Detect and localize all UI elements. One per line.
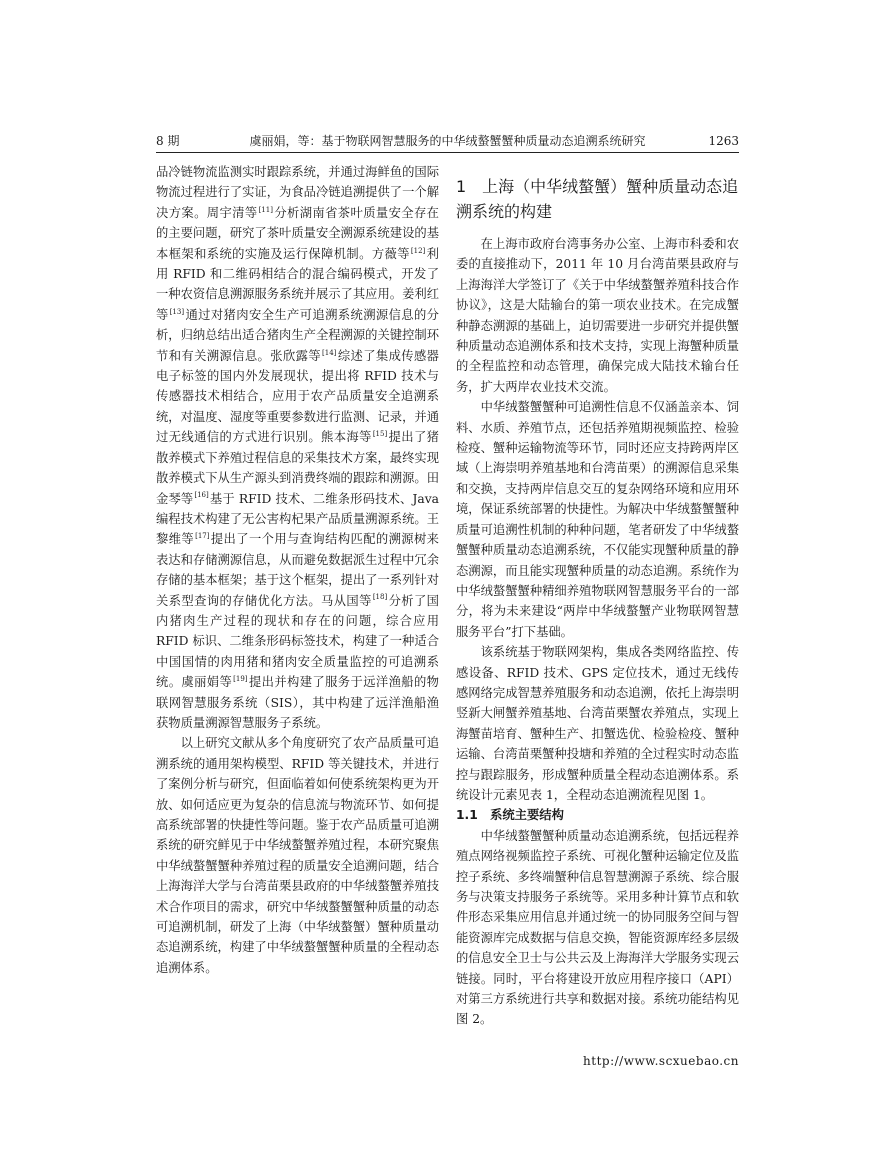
running-header xyxy=(156,130,739,153)
paragraph-system-structure: 中华绒螯蟹蟹种质量动态追溯系统，包括远程养殖点网络视频监控子系统、可视化蟹种运输定位及监控子系统、多终端蟹种信息智慧溯源子系统、综合服务与决策支持服务子系统等。采用多种计算节点和软件形态采集应用信息并通过统一的协同服务空间与智能资源库完成数据与信息交换，智能资源库经多层级的信息安全卫士与公共云及上海海洋大学服务实现云链接。同时，平台将建设开放应用程序接口（API）对第三方系统进行共享和数据对接。系统功能结构见图 2。 xyxy=(456,828,739,1027)
subsection-title: 1.1 系统主要结构 xyxy=(456,808,564,823)
text-run: 提出了一个用与查询结构匹配的溯源树来表达和存储溯源信息，从而避免数据派生过程中冗余存储的基本框架；基于这个框架，提出了一系列针对关系型查询的存储优化方法。马从国等 xyxy=(156,532,439,608)
paragraph-system-basis: 该系统基于物联网架构，集成各类网络监控、传感设备、RFID 技术、GPS 定位技术，通过无线传感网络完成智慧养殖服务和动态追溯，依托上海崇明竖新大闸蟹养殖基地、台湾苗栗蟹农养殖点，实现上海蟹苗培育、蟹种生产、扣蟹选优、检验检疫、蟹种运输、台湾苗栗蟹种投塘和养殖的全过程实时动态监控与跟踪服务，形成蟹种质量全程动态追溯体系。系统设计元素见表 1，全程动态追溯流程见图 1。 xyxy=(456,645,739,802)
text-run: 分析了国内猪肉生产过程的现状和存在的问题，综合应用 RFID 标识、二维条形码标签技术，构建了一种适合中国国情的肉用猪和猪肉安全质量监控的可追溯系统。虞丽娟等 xyxy=(156,593,439,690)
paragraph-background: 在上海市政府台湾事务办公室、上海市科委和农委的直接推动下，2011 年 10 月台湾苗栗县政府与上海海洋大学签订了《关于中华绒螯蟹养殖科技合作协议》，这是大陆输台的第一项农业技术。在完成蟹种静态溯源的基础上，迫切需要进一步研究并提供蟹种质量动态追溯体系和技术支持，实现上海蟹种质量的全程监控和动态管理，确保完成大陆技术输台任务，扩大两岸农业技术交流。 xyxy=(456,237,739,394)
citation-ref: [19] xyxy=(233,675,248,684)
running-title: 虞丽娟，等：基于物联网智慧服务的中华绒螯蟹蟹种质量动态追溯系统研究 xyxy=(249,134,646,148)
issue-number: 8 期 xyxy=(156,134,180,148)
text-run: 品冷链物流监测实时跟踪系统，并通过海鲜鱼的国际物流过程进行了实证，为食品冷链追溯提供了一个解决方案。周宇清等 xyxy=(156,165,439,220)
journal-url: http://www.scxuebao.cn xyxy=(583,1054,739,1068)
citation-ref: [15] xyxy=(372,430,388,439)
paragraph-summary: 以上研究文献从多个角度研究了农产品质量可追溯系统的通用架构模型、RFID 等关键技术，并进行了案例分析与研究，但面临着如何使系统架构更为开放、如何适应更为复杂的信息流与物流环节、如何提高系统部署的快捷性等问题。鉴于农产品质量可追溯系统的研究鲜见于中华绒螯蟹养殖过程，本研究聚焦中华绒螯蟹蟹种养殖过程的质量安全追溯问题，结合上海海洋大学与台湾苗栗县政府的中华绒螯蟹养殖技术合作项目的需求，研究中华绒螯蟹蟹种质量的动态可追溯机制，研发了上海（中华绒螯蟹）蟹种质量动态追溯系统，构建了中华绒螯蟹蟹种质量的全程动态追溯体系。 xyxy=(156,736,439,975)
citation-ref: [16] xyxy=(194,491,209,500)
paragraph-literature-review xyxy=(156,162,439,733)
page-number: 1263 xyxy=(708,134,739,148)
text-run: 基于 RFID 技术、二维条形码技术、Java 编程技术构建了无公害构杞果产品质量溯源系统。王黎维等 xyxy=(156,491,439,547)
paragraph-traceability-info: 中华绒螯蟹蟹种可追溯性信息不仅涵盖亲本、饲料、水质、养殖节点，还包括养殖期视频监控、检验检疫、蟹种运输物流等环节，同时还应支持跨两岸区域（上海崇明养殖基地和台湾苗栗）的溯源信息采集和交换，支持两岸信息交互的复杂网络环境和应用环境，保证系统部署的快捷性。为解决中华绒螯蟹蟹种质量可追溯性机制的种种问题，笔者研发了中华绒螯蟹蟹种质量动态追溯系统，不仅能实现蟹种质量的静态溯源，而且能实现蟹种质量的动态追溯。系统作为中华绒螯蟹蟹种精细养殖物联网智慧服务平台的一部分，将为未来建设“两岸中华绒螯蟹产业物联网智慧服务平台”打下基础。 xyxy=(456,400,739,639)
text-run: 提出了猪散养模式下养殖过程信息的采集技术方案，最终实现散养模式下从生产源头到消费终端的跟踪和溯源。田金琴等 xyxy=(156,430,439,506)
left-column xyxy=(156,162,439,978)
section-title: 1 上海（中华绒螯蟹）蟹种质量动态追溯系统的构建 xyxy=(456,177,739,221)
text-run: 通过对猪肉安全生产可追溯系统溯源信息的分析，归纳总结出适合猪肉生产全程溯源的关键控制环节和有关溯源信息。张欣露等 xyxy=(156,307,439,363)
citation-ref: [17] xyxy=(195,532,210,541)
text-run: 分析湖南省茶叶质量安全存在的主要问题，研究了茶叶质量安全溯源系统建设的基本框架和系统的实施及运行保障机制。方薇等 xyxy=(156,205,439,261)
right-column xyxy=(456,162,739,1030)
citation-ref: [14] xyxy=(322,348,337,357)
text-run: 利用 RFID 和二维码相结合的混合编码模式，开发了一种农资信息溯源服务系统并展示了其应用。姜利红等 xyxy=(156,246,439,322)
citation-ref: [11] xyxy=(258,205,273,214)
text-run: 提出并构建了服务于远洋渔船的物联网智慧服务系统（SIS），其中构建了远洋渔船渔获物质量溯源智慧服务子系统。 xyxy=(156,675,439,730)
text-run: 综述了集成传感器电子标签的国内外发展现状，提出将 RFID 技术与传感器技术相结合，应用于农产品质量安全追溯系统，对温度、湿度等重要参数进行监测、记录，并通过无线通信的方式进行识别。熊本海等 xyxy=(156,348,439,445)
citation-ref: [18] xyxy=(372,593,388,602)
citation-ref: [13] xyxy=(169,307,185,316)
citation-ref: [12] xyxy=(410,246,426,255)
